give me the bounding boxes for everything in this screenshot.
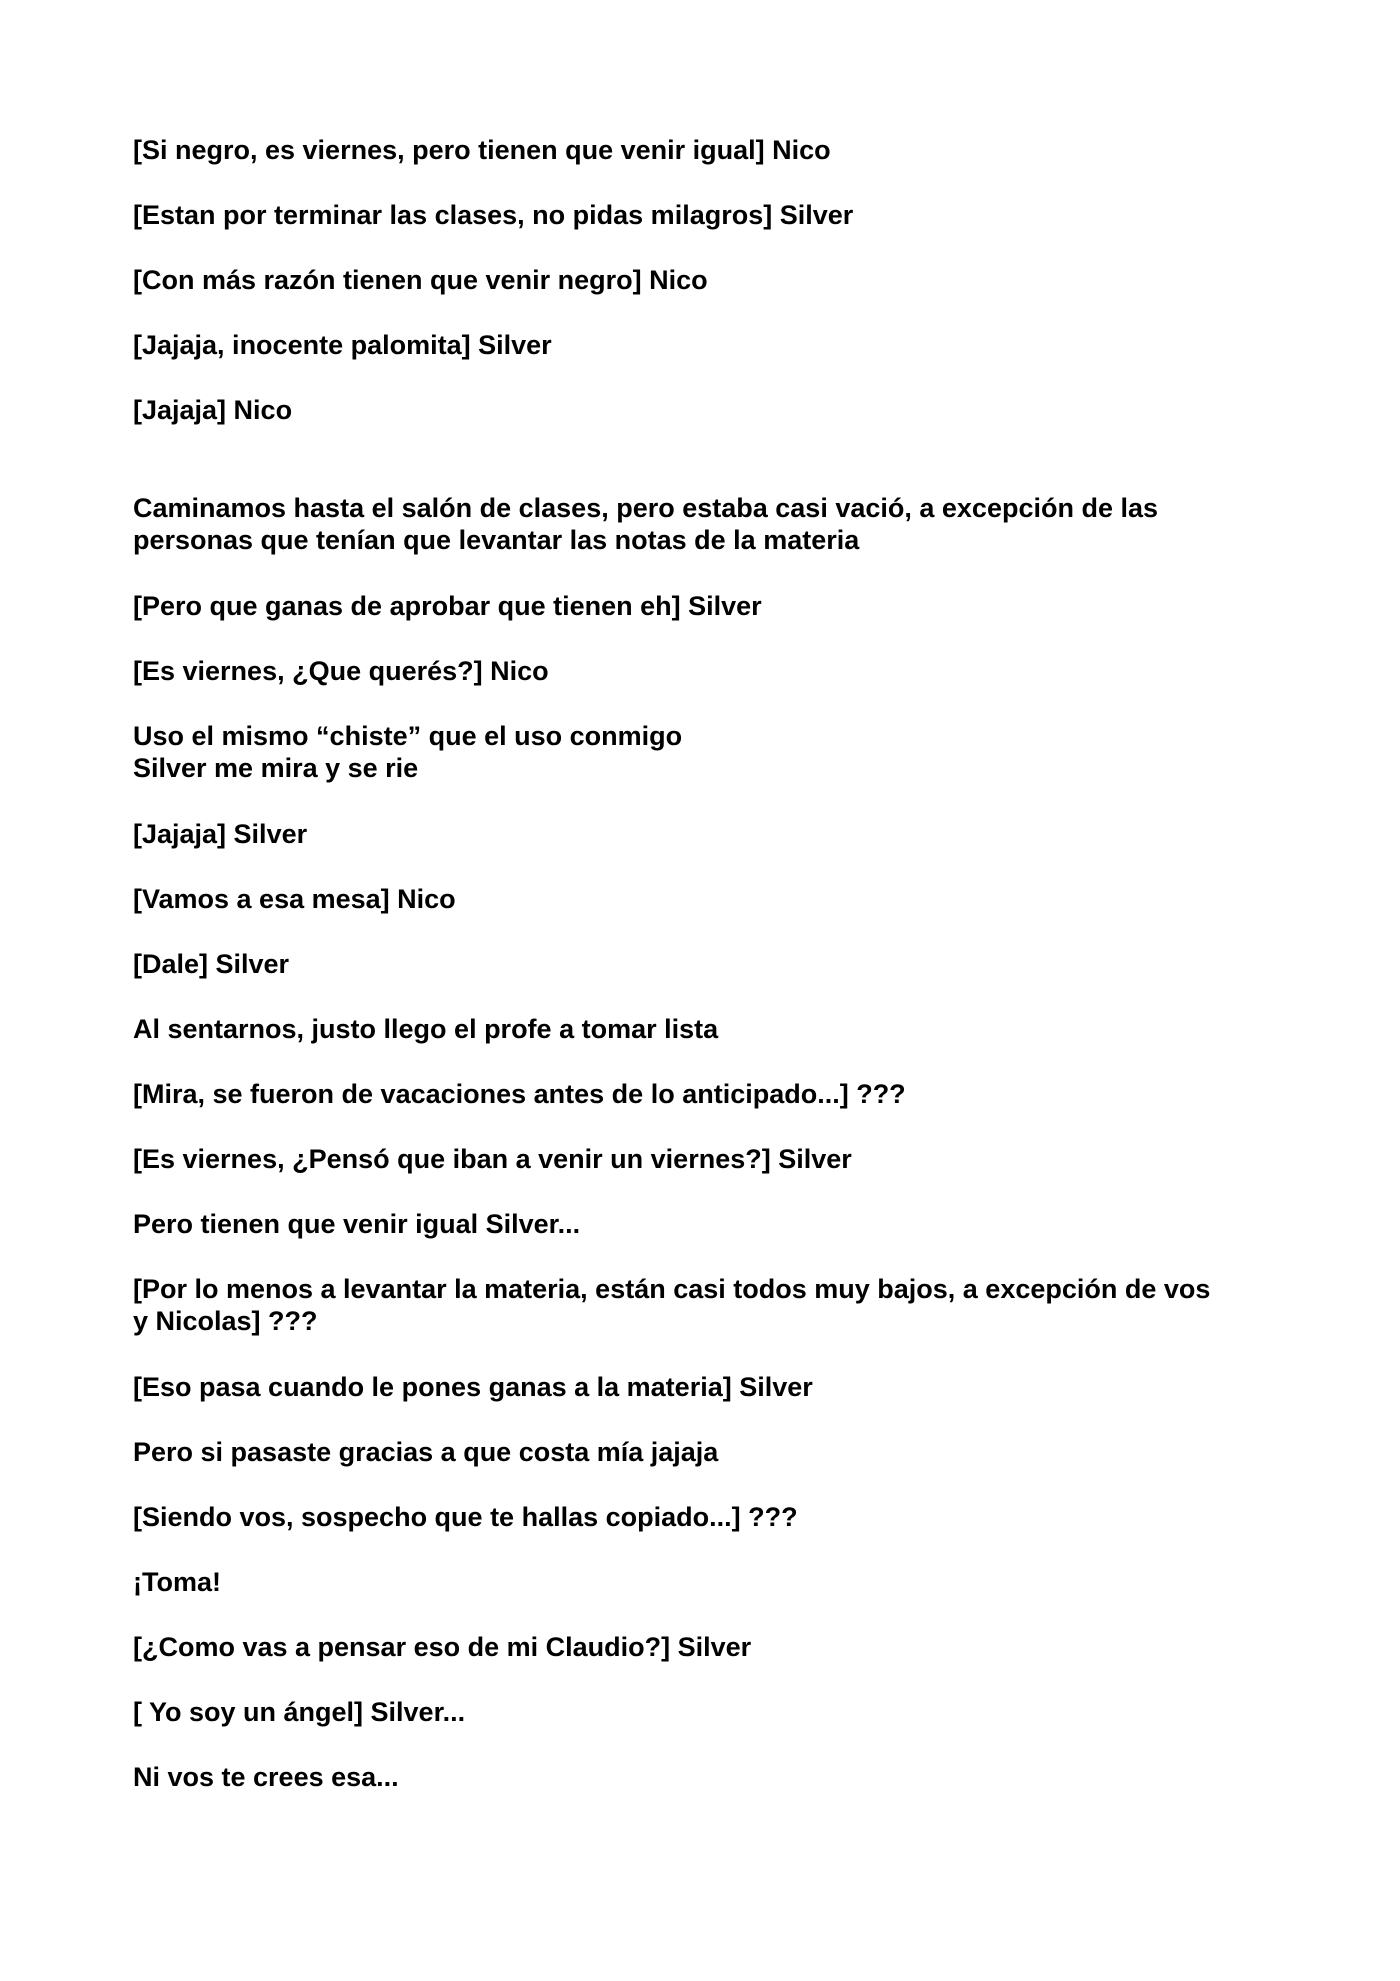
narration-paragraph: Pero tienen que venir igual Silver... [133,1209,581,1239]
dialogue-line: [Vamos a esa mesa] Nico [133,884,456,914]
narration-paragraph: ¡Toma! [133,1567,221,1597]
narration-paragraph: Al sentarnos, justo llego el profe a tomar lista [133,1014,719,1044]
dialogue-line: [Mira, se fueron de vacaciones antes de lo anticipado...] ??? [133,1079,906,1109]
dialogue-line: [Jajaja] Nico [133,395,293,425]
dialogue-line: [ Yo soy un ángel] Silver... [133,1697,466,1727]
dialogue-line: [Eso pasa cuando le pones ganas a la materia] Silver [133,1372,813,1402]
narration-paragraph: Ni vos te crees esa... [133,1762,399,1792]
dialogue-line: [Por lo menos a levantar la materia, están casi todos muy bajos, a excepción de vos y Nicolas] ??? [133,1274,1211,1336]
dialogue-line: [Siendo vos, sospecho que te hallas copiado...] ??? [133,1502,798,1532]
narration-paragraph: Pero si pasaste gracias a que costa mía jajaja [133,1437,719,1467]
dialogue-line: [Estan por terminar las clases, no pidas milagros] Silver [133,200,854,230]
dialogue-line: [Pero que ganas de aprobar que tienen eh] Silver [133,591,762,621]
dialogue-line: [Con más razón tienen que venir negro] Nico [133,265,708,295]
dialogue-line: [Si negro, es viernes, pero tienen que venir igual] Nico [133,135,831,165]
dialogue-line: [¿Como vas a pensar eso de mi Claudio?] Silver [133,1632,752,1662]
narration-paragraph: Caminamos hasta el salón de clases, pero estaba casi vació, a excepción de las personas que tenían que levantar las notas de la materia [133,493,1158,555]
dialogue-line: [Es viernes, ¿Pensó que iban a venir un viernes?] Silver [133,1144,852,1174]
dialogue-line: [Es viernes, ¿Que querés?] Nico [133,656,549,686]
dialogue-line: [Jajaja, inocente palomita] Silver [133,330,552,360]
dialogue-line: [Dale] Silver [133,949,290,979]
dialogue-line: [Jajaja] Silver [133,819,308,849]
narration-paragraph: Uso el mismo “chiste” que el uso conmigo Silver me mira y se rie [133,721,683,783]
